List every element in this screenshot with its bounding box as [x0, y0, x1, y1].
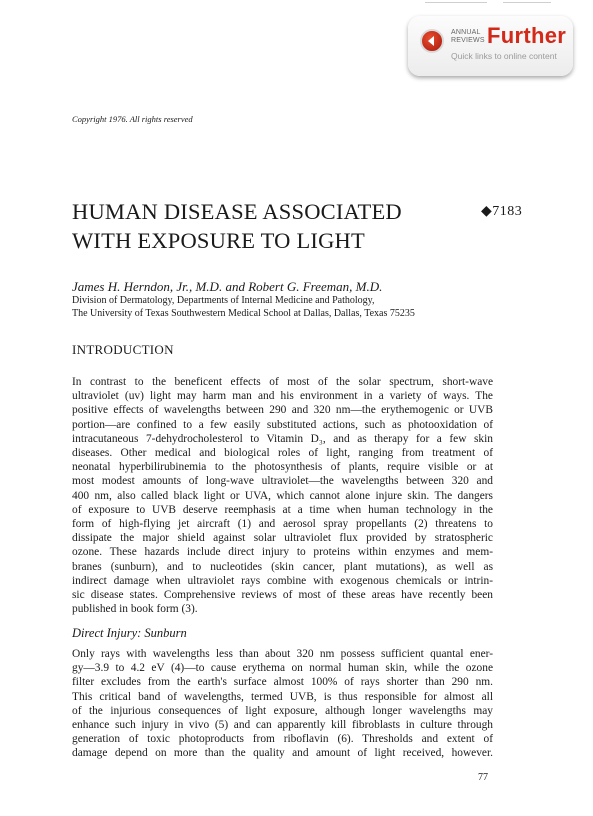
text-line: gy—3.9 to 4.2 eV (4)—to cause erythema on normal human skin, while the ozone: [72, 662, 493, 675]
text-line: Only rays with wavelengths less than about 320 nm possess sufficient quantal ener-: [72, 648, 493, 660]
affiliation-line: The University of Texas Southwestern Medical School at Dallas, Dallas, Texas 75235: [72, 307, 415, 319]
badge-annual: ANNUAL: [451, 29, 481, 36]
text-line: intracutaneous 7-dehydrocholesterol to Vitamin D₃, and as therapy for a few skin: [72, 432, 493, 445]
authors: James H. Herndon, Jr., M.D. and Robert G. Freeman, M.D.: [72, 279, 383, 294]
text-line: most modest amounts of long-wave ultraviolet—the wavelengths between 320 and: [72, 475, 493, 488]
article-title: [72, 197, 452, 255]
text-line: portion—are confined to a few easily substituted actions, such as photooxidation of: [72, 418, 493, 431]
intro-paragraph: [72, 375, 493, 616]
text-line: In contrast to the beneficent effects of most of the solar spectrum, short-wave: [72, 376, 493, 388]
article-number: ◆7183: [481, 204, 523, 219]
text-line: of exposure to UVB deserve reemphasis at a time when human technology in the: [72, 503, 493, 516]
page-number: 77: [478, 772, 488, 783]
top-rule-right: [503, 2, 551, 3]
text-line: enhance such injury in vivo (5) and can apparently kill fibroblasts in culture through: [72, 719, 493, 732]
text-line: dissipate the major shield against solar ultraviolet flux provided by stratospheric: [72, 532, 493, 545]
text-line: sic disease states. Comprehensive reviews of most of these areas have recently been: [72, 589, 493, 602]
title-line: WITH EXPOSURE TO LIGHT: [72, 228, 365, 253]
text-line: positive effects of wavelengths between 290 and 320 nm—the erythemogenic or UVB: [72, 404, 493, 417]
badge-reviews: REVIEWS: [451, 37, 485, 44]
text-line: diseases. Other medical and biological roles of light, ranging from treatment of: [72, 447, 493, 460]
text-line: indirect damage when ultraviolet rays combine with exogenous chemicals or intrin-: [72, 574, 493, 587]
text-line: damage depend on more than the quality and amount of light received, however.: [72, 747, 493, 760]
subsection-heading: Direct Injury: Sunburn: [72, 626, 187, 640]
badge-further: Further: [487, 23, 567, 48]
affiliation: [72, 295, 415, 320]
text-line: neonatal hyperbilirubinemia to the photosynthesis of plants, require visible or at: [72, 461, 493, 474]
text-line: ozone. These hazards include direct injury to proteins within enzymes and mem-: [72, 546, 493, 559]
text-line: published in book form (3).: [72, 603, 198, 616]
text-line: 400 nm, also called black light or UVA, which cannot alone injure skin. The dangers: [72, 489, 493, 502]
top-rule-left: [425, 2, 487, 3]
text-line: generation of toxic photoproducts from riboflavin (6). Thresholds and extent of: [72, 733, 493, 746]
title-line: HUMAN DISEASE ASSOCIATED: [72, 199, 402, 224]
back-arrow-icon: [420, 29, 444, 53]
text-line: ultraviolet (uv) light may harm man and his environment in a variety of ways. The: [72, 390, 493, 403]
section-heading: INTRODUCTION: [72, 342, 174, 357]
badge-subtitle: Quick links to online content: [451, 51, 557, 61]
text-line: branes (sunburn), and to nucleotides (skin cancer, plant mutations), as well as: [72, 560, 493, 573]
text-line: This critical band of wavelengths, termed UVB, is thus responsible for almost all: [72, 690, 493, 703]
sunburn-paragraph: [72, 647, 493, 761]
text-line: of the injurious consequences of light exposure, although longer wavelengths may: [72, 704, 493, 717]
affiliation-line: Division of Dermatology, Departments of Internal Medicine and Pathology,: [72, 295, 375, 306]
badge-publisher: [451, 29, 485, 45]
further-badge[interactable]: [408, 16, 573, 76]
text-line: filter excludes from the earth's surface almost 100% of rays shorter than 290 nm.: [72, 676, 493, 689]
copyright-notice: Copyright 1976. All rights reserved: [72, 114, 193, 124]
text-line: form of high-flying jet aircraft (1) and aerosol spray propellants (2) threatens to: [72, 518, 493, 531]
